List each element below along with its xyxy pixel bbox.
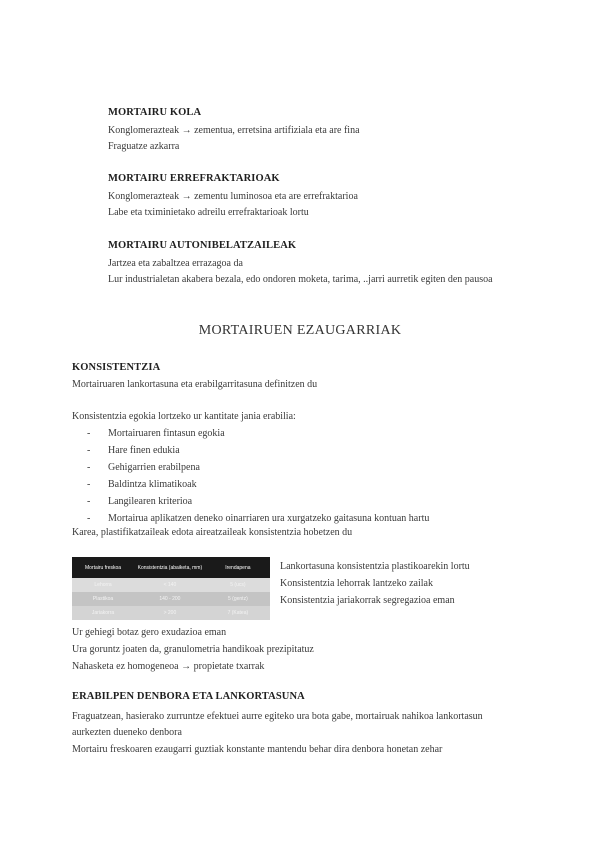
exudation-line: Ura goruntz joaten da, granulometria handikoak prezipitatuz [72,644,314,655]
table-cell: < 140 [134,578,206,592]
table-row [72,592,270,606]
exudation-line: Nahasketa ez homogeneoa → propietate txarrak [72,661,265,672]
bullet-marker: - [87,513,91,524]
bullet-marker: - [87,462,91,473]
erabilpen-line: aurkezten dueneko denbora [72,727,182,738]
bullet-marker: - [87,496,91,507]
table-cell: 7 (Katea) [206,606,270,620]
table-cell: 140 - 200 [134,592,206,606]
table-cell: 5 (gentz) [206,592,270,606]
bullet-marker: - [87,428,91,439]
table-header: Mortairu freskoa [72,557,134,578]
type-line: Jartzea eta zabaltzea errazagoa da [108,258,243,269]
erabilpen-heading: ERABILPEN DENBORA ETA LANKORTASUNA [72,691,305,702]
table-row [72,578,270,592]
table-header: Irendapena [206,557,270,578]
exudation-line: Ur gehiegi botaz gero exudazioa eman [72,627,227,638]
table-cell: Lehorra [72,578,134,592]
list-item: - Hare finen edukia [108,442,429,459]
table-cell: Plastikoa [72,592,134,606]
type-heading: MORTAIRU ERREFRAKTARIOAK [108,173,280,184]
type-heading: MORTAIRU KOLA [108,107,202,118]
list-item: - Gehigarrien erabilpena [108,459,429,476]
table-cell: 5 (ucs) [206,578,270,592]
table-cell: > 200 [134,606,206,620]
table-row [72,606,270,620]
konsistentzia-bullet-list [87,425,430,527]
konsistentzia-definition: Mortairuaren lankortasuna eta erabilgarritasuna definitzen du [72,379,318,390]
type-line: Konglomerazteak → zementua, erretsina artifiziala eta are fina [108,125,360,136]
type-line: Lur industrialetan akabera bezala, edo ondoren moketa, tarima, ..jarri aurretik egiten den pausoa [108,274,493,285]
konsistentzia-heading: KONSISTENTZIA [72,362,161,373]
type-line: Konglomerazteak → zementu luminosoa eta are errefraktarioa [108,191,358,202]
bullet-marker: - [87,479,91,490]
table-header: Konsistentzia (abaiketa, mm) [134,557,206,578]
konsistentzia-intro: Konsistentzia egokia lortzeko ur kantitate jania erabilia: [72,411,296,422]
list-item: - Mortairua aplikatzen deneko oinarriaren ura xurgatzeko gaitasuna kontuan hartu [108,510,429,527]
list-item: - Baldintza klimatikoak [108,476,429,493]
table-note: Lankortasuna konsistentzia plastikoarekin lortu [280,561,470,572]
table-header-row [72,557,270,578]
table-note: Konsistentzia lehorrak lantzeko zailak [280,578,433,589]
erabilpen-line: Fraguatzean, hasierako zurruntze efektuei aurre egiteko ura bota gabe, mortairuak nahikoa lankortasun [72,711,483,722]
list-item: - Langilearen kriterioa [108,493,429,510]
additive-note: Karea, plastifikatzaileak edota aireatzaileak konsistentzia hobetzen du [72,527,353,538]
type-line: Labe eta tximinietako adreilu errefraktarioak lortu [108,207,309,218]
type-line: Fraguatze azkarra [108,141,180,152]
list-item: - Mortairuaren fintasun egokia [108,425,429,442]
table-cell: Jariakorra [72,606,134,620]
type-heading: MORTAIRU AUTONIBELATZAILEAK [108,240,297,251]
bullet-marker: - [87,445,91,456]
consistency-table [72,557,270,620]
section-title: MORTAIRUEN EZAUGARRIAK [198,323,402,338]
table-note: Konsistentzia jariakorrak segregazioa eman [280,595,455,606]
erabilpen-line: Mortairu freskoaren ezaugarri guztiak konstante mantendu behar dira denbora honetan zehar [72,744,443,755]
